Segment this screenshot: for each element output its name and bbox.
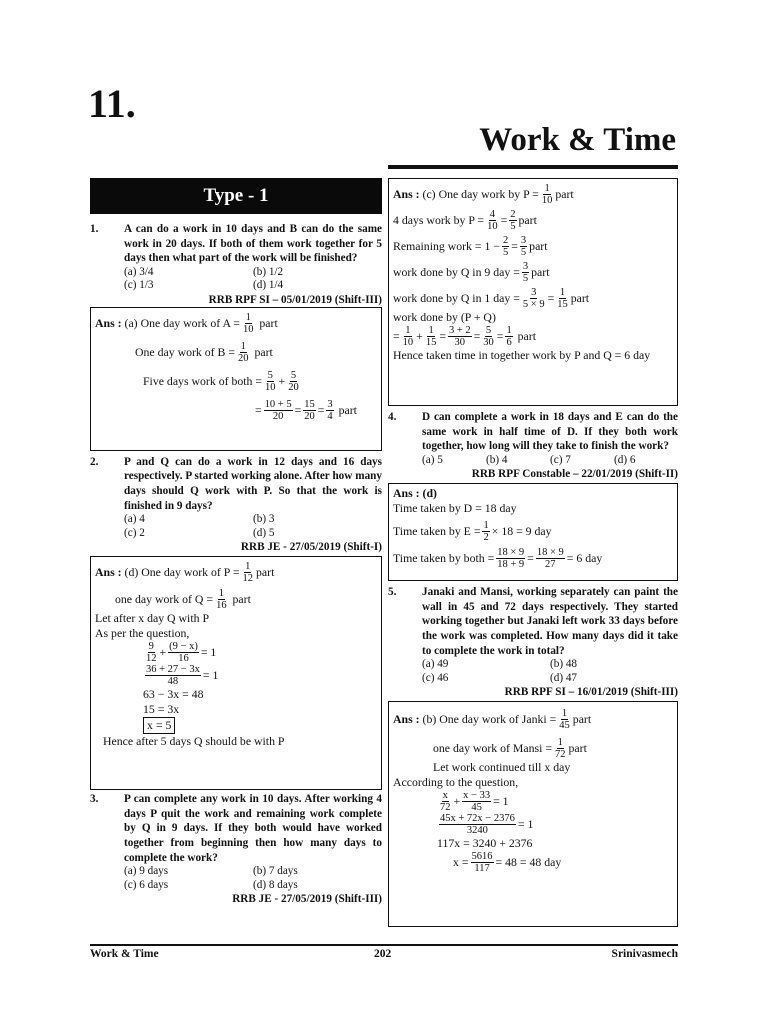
fraction bbox=[287, 370, 300, 393]
answer-line: One day work of B = bbox=[135, 344, 236, 359]
answer-line: = 1 bbox=[517, 817, 534, 832]
question-1-source: RRB RPF SI – 05/01/2019 (Shift-III) bbox=[208, 293, 382, 306]
answer-line: work done by Q in 1 day = bbox=[393, 291, 520, 305]
numerator: 1 bbox=[245, 311, 251, 323]
operator: + bbox=[278, 373, 286, 388]
option-c: (c) 46 bbox=[422, 671, 449, 684]
answer-line: = 1 bbox=[202, 668, 219, 683]
numerator: 5 bbox=[485, 325, 492, 336]
numerator: 5616 bbox=[471, 851, 493, 863]
denominator: 30 bbox=[483, 337, 494, 348]
fraction bbox=[462, 790, 491, 813]
footer-chapter: Work & Time bbox=[90, 948, 159, 960]
fraction bbox=[326, 399, 333, 422]
unit-text: part bbox=[259, 315, 278, 330]
numerator: 18 × 9 bbox=[497, 547, 525, 559]
numerator: 9 bbox=[148, 641, 154, 653]
numerator: 3 bbox=[520, 235, 527, 246]
answer-line: one day work of Mansi = bbox=[433, 741, 553, 756]
question-5-options bbox=[388, 658, 678, 685]
numerator: 1 bbox=[218, 588, 224, 600]
fraction bbox=[520, 235, 527, 258]
option-a: (a) 5 bbox=[422, 453, 443, 466]
numerator: 1 bbox=[544, 183, 550, 194]
answer-line: 117x = 3240 + 2376 bbox=[437, 836, 533, 851]
denominator: 5 bbox=[520, 247, 527, 258]
answer-line: Let work continued till x day bbox=[433, 760, 571, 775]
answer-line: Hence taken time in together work by P and Q = 6 day bbox=[393, 348, 651, 362]
question-number: 2. bbox=[90, 455, 99, 468]
fraction bbox=[439, 813, 516, 836]
fraction bbox=[145, 641, 158, 664]
numerator: 18 × 9 bbox=[536, 547, 564, 559]
numerator: 4 bbox=[489, 209, 495, 220]
question-1 bbox=[90, 222, 382, 266]
question-5-source: RRB RPF SI – 16/01/2019 (Shift-III) bbox=[504, 686, 678, 699]
option-c: (c) 7 bbox=[550, 453, 571, 466]
answer-line: One day work by P = bbox=[438, 187, 539, 201]
option-c: (c) 1/3 bbox=[124, 279, 154, 292]
denominator: 72 bbox=[440, 802, 451, 814]
footer-publisher: Srinivasmech bbox=[611, 948, 678, 960]
unit-text: part bbox=[568, 741, 587, 756]
denominator: 10 bbox=[402, 337, 414, 348]
question-text: A can do a work in 10 days and B can do the same work in 20 days. If both of them work together for 5 days then what part of the work will be finished? bbox=[124, 223, 382, 265]
answer-2-box bbox=[90, 556, 382, 790]
boxed-result: x = 5 bbox=[143, 717, 175, 734]
fraction bbox=[264, 399, 293, 422]
answer-line: Remaining work = 1 − bbox=[393, 239, 501, 253]
numerator: 10 + 5 bbox=[264, 398, 292, 410]
denominator: 5 × 9 bbox=[522, 299, 545, 310]
fraction bbox=[145, 664, 201, 687]
title-rule bbox=[388, 165, 678, 169]
numerator: 3 + 2 bbox=[448, 325, 471, 336]
denominator: 48 bbox=[167, 676, 179, 688]
question-text: D can complete a work in 18 days and E can do the same work in half time of D. If they both work together, how long will they take to finish the work? bbox=[422, 411, 678, 453]
answer-line: As per the question, bbox=[95, 626, 190, 641]
answer-line: One day work of Janki = bbox=[439, 712, 557, 727]
answer-line: × 18 = 9 day bbox=[491, 524, 552, 539]
operator: + bbox=[159, 645, 167, 660]
fraction bbox=[264, 370, 277, 393]
denominator: 10 bbox=[242, 323, 254, 335]
option-b: (b) 4 bbox=[486, 453, 508, 466]
question-4 bbox=[388, 410, 678, 454]
answer-line: one day work of Q = bbox=[115, 592, 214, 607]
question-text: Janaki and Mansi, working separately can paint the wall in 45 and 72 days respectively. They started working together but Janaki left work 33 days before the work was completed. How many days did it take to complete the work in total? bbox=[422, 586, 678, 657]
fraction bbox=[402, 325, 415, 348]
option-d: (d) 47 bbox=[550, 671, 578, 684]
numerator: 1 bbox=[561, 708, 568, 720]
option-d: (d) 6 bbox=[614, 453, 636, 466]
fraction bbox=[502, 235, 509, 258]
fraction bbox=[237, 341, 250, 364]
denominator: 2 bbox=[483, 532, 489, 544]
numerator: 1 bbox=[483, 520, 489, 532]
option-c: (c) 6 days bbox=[124, 878, 169, 891]
denominator: 4 bbox=[327, 410, 333, 422]
question-3 bbox=[90, 792, 382, 865]
left-column bbox=[90, 178, 382, 906]
unit-text: part bbox=[518, 213, 537, 227]
question-2 bbox=[90, 455, 382, 513]
question-5 bbox=[388, 585, 678, 658]
denominator: 30 bbox=[454, 337, 466, 348]
denominator: 20 bbox=[288, 381, 299, 393]
numerator: 3 bbox=[531, 287, 537, 298]
fraction bbox=[242, 561, 255, 584]
unit-text: part bbox=[529, 239, 548, 253]
numerator: (9 − x) bbox=[169, 641, 198, 653]
answer-line: Time taken by E = bbox=[393, 524, 481, 539]
numerator: 45x + 72x − 2376 bbox=[440, 813, 515, 825]
denominator: 10 bbox=[487, 221, 498, 232]
fraction bbox=[486, 209, 499, 232]
answer-choice: (a) bbox=[124, 315, 138, 330]
answer-line: work done by Q in 9 day = bbox=[393, 265, 520, 279]
denominator: 72 bbox=[555, 749, 566, 761]
answer-line: Let after x day Q with P bbox=[95, 611, 210, 626]
question-2-options bbox=[90, 513, 382, 540]
answer-4-box: Ans : (d) Time taken by D = 18 day Time taken by E = $\frac{1}{2}$ × 18 = 9 day Time taken by both = $\frac{18 \times 9}{18 + 9}$ = $\frac{18 \times 9}{27}$ = 6 day bbox=[388, 483, 678, 581]
question-number: 1. bbox=[90, 223, 99, 235]
numerator: 1 bbox=[557, 737, 563, 749]
numerator: 1 bbox=[559, 287, 566, 298]
numerator: 1 bbox=[240, 340, 246, 352]
option-b: (b) 48 bbox=[550, 658, 578, 671]
numerator: 1 bbox=[405, 325, 411, 336]
denominator: 15 bbox=[557, 299, 568, 310]
denominator: 5 bbox=[510, 221, 516, 232]
fraction bbox=[482, 520, 489, 543]
fraction bbox=[509, 209, 516, 232]
answer-line: Five days work of both = bbox=[143, 373, 263, 388]
answer-label: Ans : bbox=[95, 565, 122, 580]
numerator: x − 33 bbox=[463, 790, 491, 802]
denominator: 45 bbox=[559, 720, 570, 732]
answer-line: = 1 bbox=[200, 645, 217, 660]
footer-rule bbox=[90, 944, 678, 946]
denominator: 20 bbox=[272, 410, 284, 422]
fraction bbox=[556, 287, 569, 310]
denominator: 20 bbox=[238, 352, 249, 364]
denominator: 6 bbox=[506, 337, 512, 348]
answer-line: x = bbox=[453, 855, 469, 870]
denominator: 15 bbox=[425, 337, 437, 348]
answer-label: Ans : bbox=[95, 315, 122, 330]
question-3-options bbox=[90, 865, 382, 892]
answer-label: Ans : bbox=[393, 486, 420, 501]
question-number: 4. bbox=[388, 411, 397, 423]
option-d: (d) 5 bbox=[253, 526, 275, 539]
answer-choice: (d) bbox=[124, 565, 139, 580]
denominator: 10 bbox=[541, 195, 553, 206]
fraction bbox=[215, 588, 228, 611]
operator: = bbox=[255, 402, 262, 417]
denominator: 3240 bbox=[466, 825, 488, 837]
fraction bbox=[471, 851, 494, 874]
question-text: P and Q can do a work in 12 days and 16 days respectively. P started working alone. After how many days should Q work with P. So that the work is finished in 9 days? bbox=[124, 455, 382, 512]
answer-line: One day work of P = bbox=[141, 565, 240, 580]
numerator: 5 bbox=[290, 369, 297, 381]
fraction bbox=[303, 399, 316, 422]
question-3-source: RRB JE - 27/05/2019 (Shift-III) bbox=[232, 893, 382, 906]
denominator: 117 bbox=[474, 863, 490, 875]
answer-line: One day work of A = bbox=[140, 315, 240, 330]
denominator: 10 bbox=[265, 381, 276, 393]
answer-line: Hence after 5 days Q should be with P bbox=[103, 734, 285, 749]
unit-text: part bbox=[254, 344, 273, 359]
fraction bbox=[505, 325, 512, 348]
unit-text: part bbox=[338, 402, 357, 417]
right-column bbox=[388, 178, 678, 927]
question-4-options bbox=[388, 454, 678, 468]
answer-3-box: Ans : (c) One day work by P = $\frac{1}{10}$ part 4 days work by P = $\frac{4}{10}$ = $\frac{2}{5}$ part Remaining work = 1 − $\frac{2}{5}$ = $\frac{3}{5}$ part work done by Q in 9 day = $\frac{3}{5}$ part work done by Q in 1 day = $\frac{3}{5 \times 9}$ = $\frac{1}{15}$ part work done by (P + Q) = $\frac{1}{10}$ + $\frac{1}{15}$ = $\frac{3 + 2}{30}$ = $\frac{5}{30}$ = $\frac{1}{6}$ part Hence taken time in together work by P and Q = 6 day bbox=[388, 178, 678, 406]
question-1-options bbox=[90, 266, 382, 293]
answer-choice: (b) bbox=[422, 712, 437, 727]
fraction bbox=[168, 641, 199, 664]
denominator: 12 bbox=[242, 573, 254, 585]
denominator: 5 bbox=[522, 273, 529, 284]
option-c: (c) 2 bbox=[124, 526, 145, 539]
numerator: 3 bbox=[327, 398, 333, 410]
answer-line: Time taken by both = bbox=[393, 551, 495, 566]
answer-line: work done by (P + Q) bbox=[393, 310, 496, 324]
option-a: (a) 4 bbox=[124, 513, 145, 526]
page-number: 202 bbox=[374, 948, 392, 960]
numerator: 1 bbox=[428, 325, 434, 336]
unit-text: part bbox=[572, 712, 592, 727]
option-d: (d) 1/4 bbox=[253, 279, 284, 292]
unit-text: part bbox=[531, 265, 550, 279]
answer-line: According to the question, bbox=[393, 775, 519, 790]
numerator: 1 bbox=[506, 325, 512, 336]
option-b: (b) 1/2 bbox=[253, 265, 284, 278]
fraction bbox=[496, 547, 525, 570]
numerator: 1 bbox=[245, 561, 251, 573]
question-number: 5. bbox=[388, 586, 397, 599]
chapter-title: Work & Time bbox=[479, 122, 676, 158]
denominator: 20 bbox=[304, 410, 315, 422]
answer-line: 4 days work by P = bbox=[393, 213, 485, 227]
numerator: 5 bbox=[267, 369, 273, 381]
fraction bbox=[558, 708, 571, 731]
answer-line: 15 = 3x bbox=[143, 702, 180, 717]
fraction bbox=[482, 325, 495, 348]
answer-line: = 48 = 48 day bbox=[495, 855, 562, 870]
answer-label: Ans : bbox=[393, 712, 420, 727]
denominator: 12 bbox=[146, 653, 157, 665]
fraction bbox=[541, 183, 554, 206]
unit-text: part bbox=[232, 592, 251, 607]
option-a: (a) 9 days bbox=[124, 865, 169, 878]
answer-choice: (c) bbox=[422, 187, 436, 201]
fraction bbox=[522, 261, 529, 284]
fraction bbox=[242, 312, 255, 335]
type-banner: Type - 1 bbox=[90, 178, 382, 214]
numerator: 3 bbox=[522, 261, 529, 272]
fraction bbox=[536, 547, 565, 570]
chapter-number: 11. bbox=[88, 81, 136, 126]
denominator: 18 + 9 bbox=[497, 559, 525, 571]
fraction bbox=[425, 325, 438, 348]
answer-label: Ans : bbox=[393, 187, 420, 201]
answer-line: = 6 day bbox=[566, 551, 603, 566]
question-number: 3. bbox=[90, 793, 99, 806]
numerator: 2 bbox=[510, 209, 516, 220]
denominator: 5 bbox=[503, 247, 509, 258]
fraction bbox=[522, 287, 546, 310]
answer-line: 63 − 3x = 48 bbox=[143, 687, 204, 702]
denominator: 45 bbox=[471, 802, 482, 814]
answer-5-box: Ans : (b) One day work of Janki = $\frac{1}{45}$ part one day work of Mansi = $\frac{1}{72}$ part Let work continued till x day According to the question, $\frac{x}{72}$ + $\frac{x - 33}{45}$ = 1 $\frac{45x + 72x - 2376}{3240}$ = 1 117x = 3240 + 2376 x = $\frac{5616}{117}$ = 48 = 48 day bbox=[388, 701, 678, 927]
unit-text: part bbox=[555, 187, 574, 201]
numerator: 2 bbox=[503, 235, 509, 246]
numerator: 15 bbox=[304, 398, 315, 410]
answer-line: = 1 bbox=[493, 794, 509, 809]
fraction bbox=[439, 790, 452, 813]
unit-text: part bbox=[517, 329, 536, 343]
answer-line: Time taken by D = 18 day bbox=[393, 501, 517, 516]
fraction bbox=[554, 737, 567, 760]
numerator: x bbox=[442, 790, 448, 802]
answer-choice: (d) bbox=[422, 486, 437, 501]
fraction bbox=[448, 325, 472, 348]
question-text: P can complete any work in 10 days. After working 4 days P quit the work and remaining work complete by Q in 9 days. If they both would have worked together from beginning then how many days to complete the work? bbox=[124, 793, 382, 864]
unit-text: part bbox=[570, 291, 590, 305]
option-b: (b) 7 days bbox=[253, 865, 298, 878]
denominator: 16 bbox=[178, 653, 189, 665]
numerator: 36 + 27 − 3x bbox=[146, 664, 200, 676]
denominator: 27 bbox=[545, 559, 556, 571]
unit-text: part bbox=[256, 565, 275, 580]
denominator: 16 bbox=[216, 600, 227, 612]
question-2-source: RRB JE - 27/05/2019 (Shift-I) bbox=[240, 541, 382, 554]
option-a: (a) 49 bbox=[422, 658, 449, 671]
option-a: (a) 3/4 bbox=[124, 265, 154, 278]
option-b: (b) 3 bbox=[253, 513, 275, 526]
answer-1-box: Ans : (a) One day work of A = $\frac{1}{10}$ part One day work of B = $\frac{1}{20}$ part Five days work of both = $\frac{5}{10}$ + $\frac{5}{20}$ = $\frac{10 + 5}{20}$ = $\frac{15}{20}$ = $\frac{3}{4}$ part bbox=[90, 307, 382, 451]
option-d: (d) 8 days bbox=[253, 878, 298, 891]
question-4-source: RRB RPF Constable – 22/01/2019 (Shift-II) bbox=[471, 468, 678, 481]
